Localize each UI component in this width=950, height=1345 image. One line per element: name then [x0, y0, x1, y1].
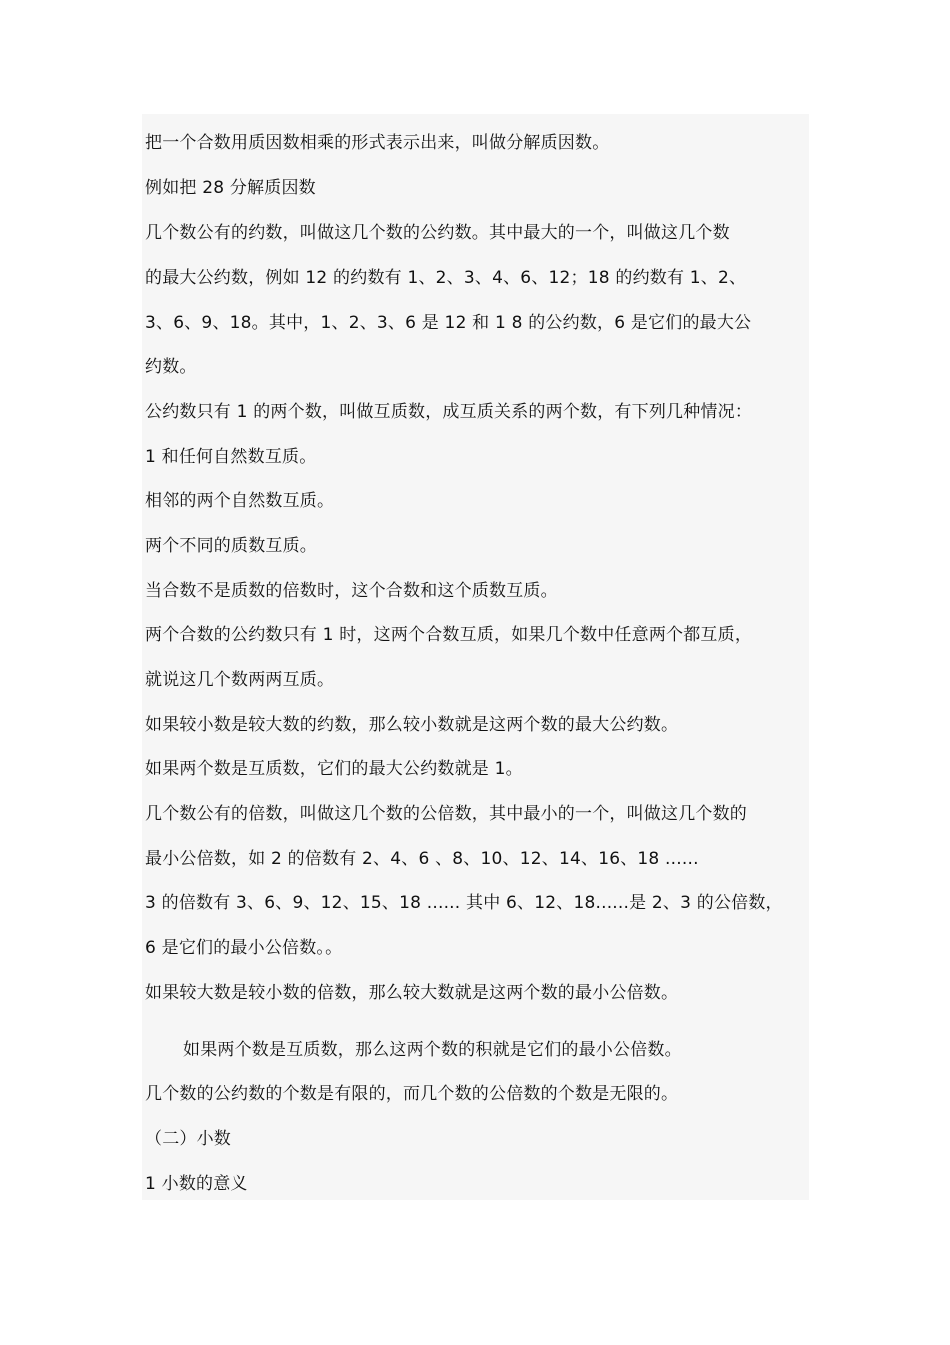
paragraph-line-21: 如果两个数是互质数，那么这两个数的积就是它们的最小公倍数。: [183, 1040, 682, 1060]
paragraph-line-13: 就说这几个数两两互质。: [145, 670, 335, 690]
paragraph-line-12: 两个合数的公约数只有 1 时，这两个合数互质，如果几个数中任意两个都互质，: [145, 625, 753, 645]
paragraph-line-7: 公约数只有 1 的两个数，叫做互质数，成互质关系的两个数，有下列几种情况：: [145, 402, 753, 422]
paragraph-line-8: 1 和任何自然数互质。: [145, 447, 317, 467]
paragraph-line-22: 几个数的公约数的个数是有限的，而几个数的公倍数的个数是无限的。: [145, 1084, 679, 1104]
paragraph-line-20: 如果较大数是较小数的倍数，那么较大数就是这两个数的最小公倍数。: [145, 983, 679, 1003]
paragraph-line-17: 最小公倍数，如 2 的倍数有 2、4、6 、8、10、12、14、16、18 ......: [145, 849, 699, 869]
paragraph-line-5: 3、6、9、18。其中，1、2、3、6 是 12 和 1 8 的公约数，6 是它们的最大公: [145, 313, 752, 333]
subsection-heading: 1 小数的意义: [145, 1174, 248, 1194]
section-heading: （二）小数: [145, 1129, 231, 1149]
paragraph-line-1: 把一个合数用质因数相乘的形式表示出来，叫做分解质因数。: [145, 133, 610, 153]
paragraph-line-10: 两个不同的质数互质。: [145, 536, 317, 556]
paragraph-line-18: 3 的倍数有 3、6、9、12、15、18 ...... 其中 6、12、18......是 2、3 的公倍数，: [145, 893, 783, 913]
paragraph-line-14: 如果较小数是较大数的约数，那么较小数就是这两个数的最大公约数。: [145, 715, 679, 735]
paragraph-line-19: 6 是它们的最小公倍数。。: [145, 938, 343, 958]
paragraph-line-2: 例如把 28 分解质因数: [145, 178, 316, 198]
paragraph-line-3: 几个数公有的约数，叫做这几个数的公约数。其中最大的一个，叫做这几个数: [145, 223, 730, 243]
paragraph-line-15: 如果两个数是互质数，它们的最大公约数就是 1。: [145, 759, 523, 779]
paragraph-line-16: 几个数公有的倍数，叫做这几个数的公倍数，其中最小的一个，叫做这几个数的: [145, 804, 747, 824]
paragraph-line-11: 当合数不是质数的倍数时，这个合数和这个质数互质。: [145, 581, 558, 601]
paragraph-line-9: 相邻的两个自然数互质。: [145, 491, 335, 511]
paragraph-line-6: 约数。: [145, 357, 197, 377]
paragraph-line-4: 的最大公约数，例如 12 的约数有 1、2、3、4、6、12；18 的约数有 1、2、: [145, 268, 747, 288]
